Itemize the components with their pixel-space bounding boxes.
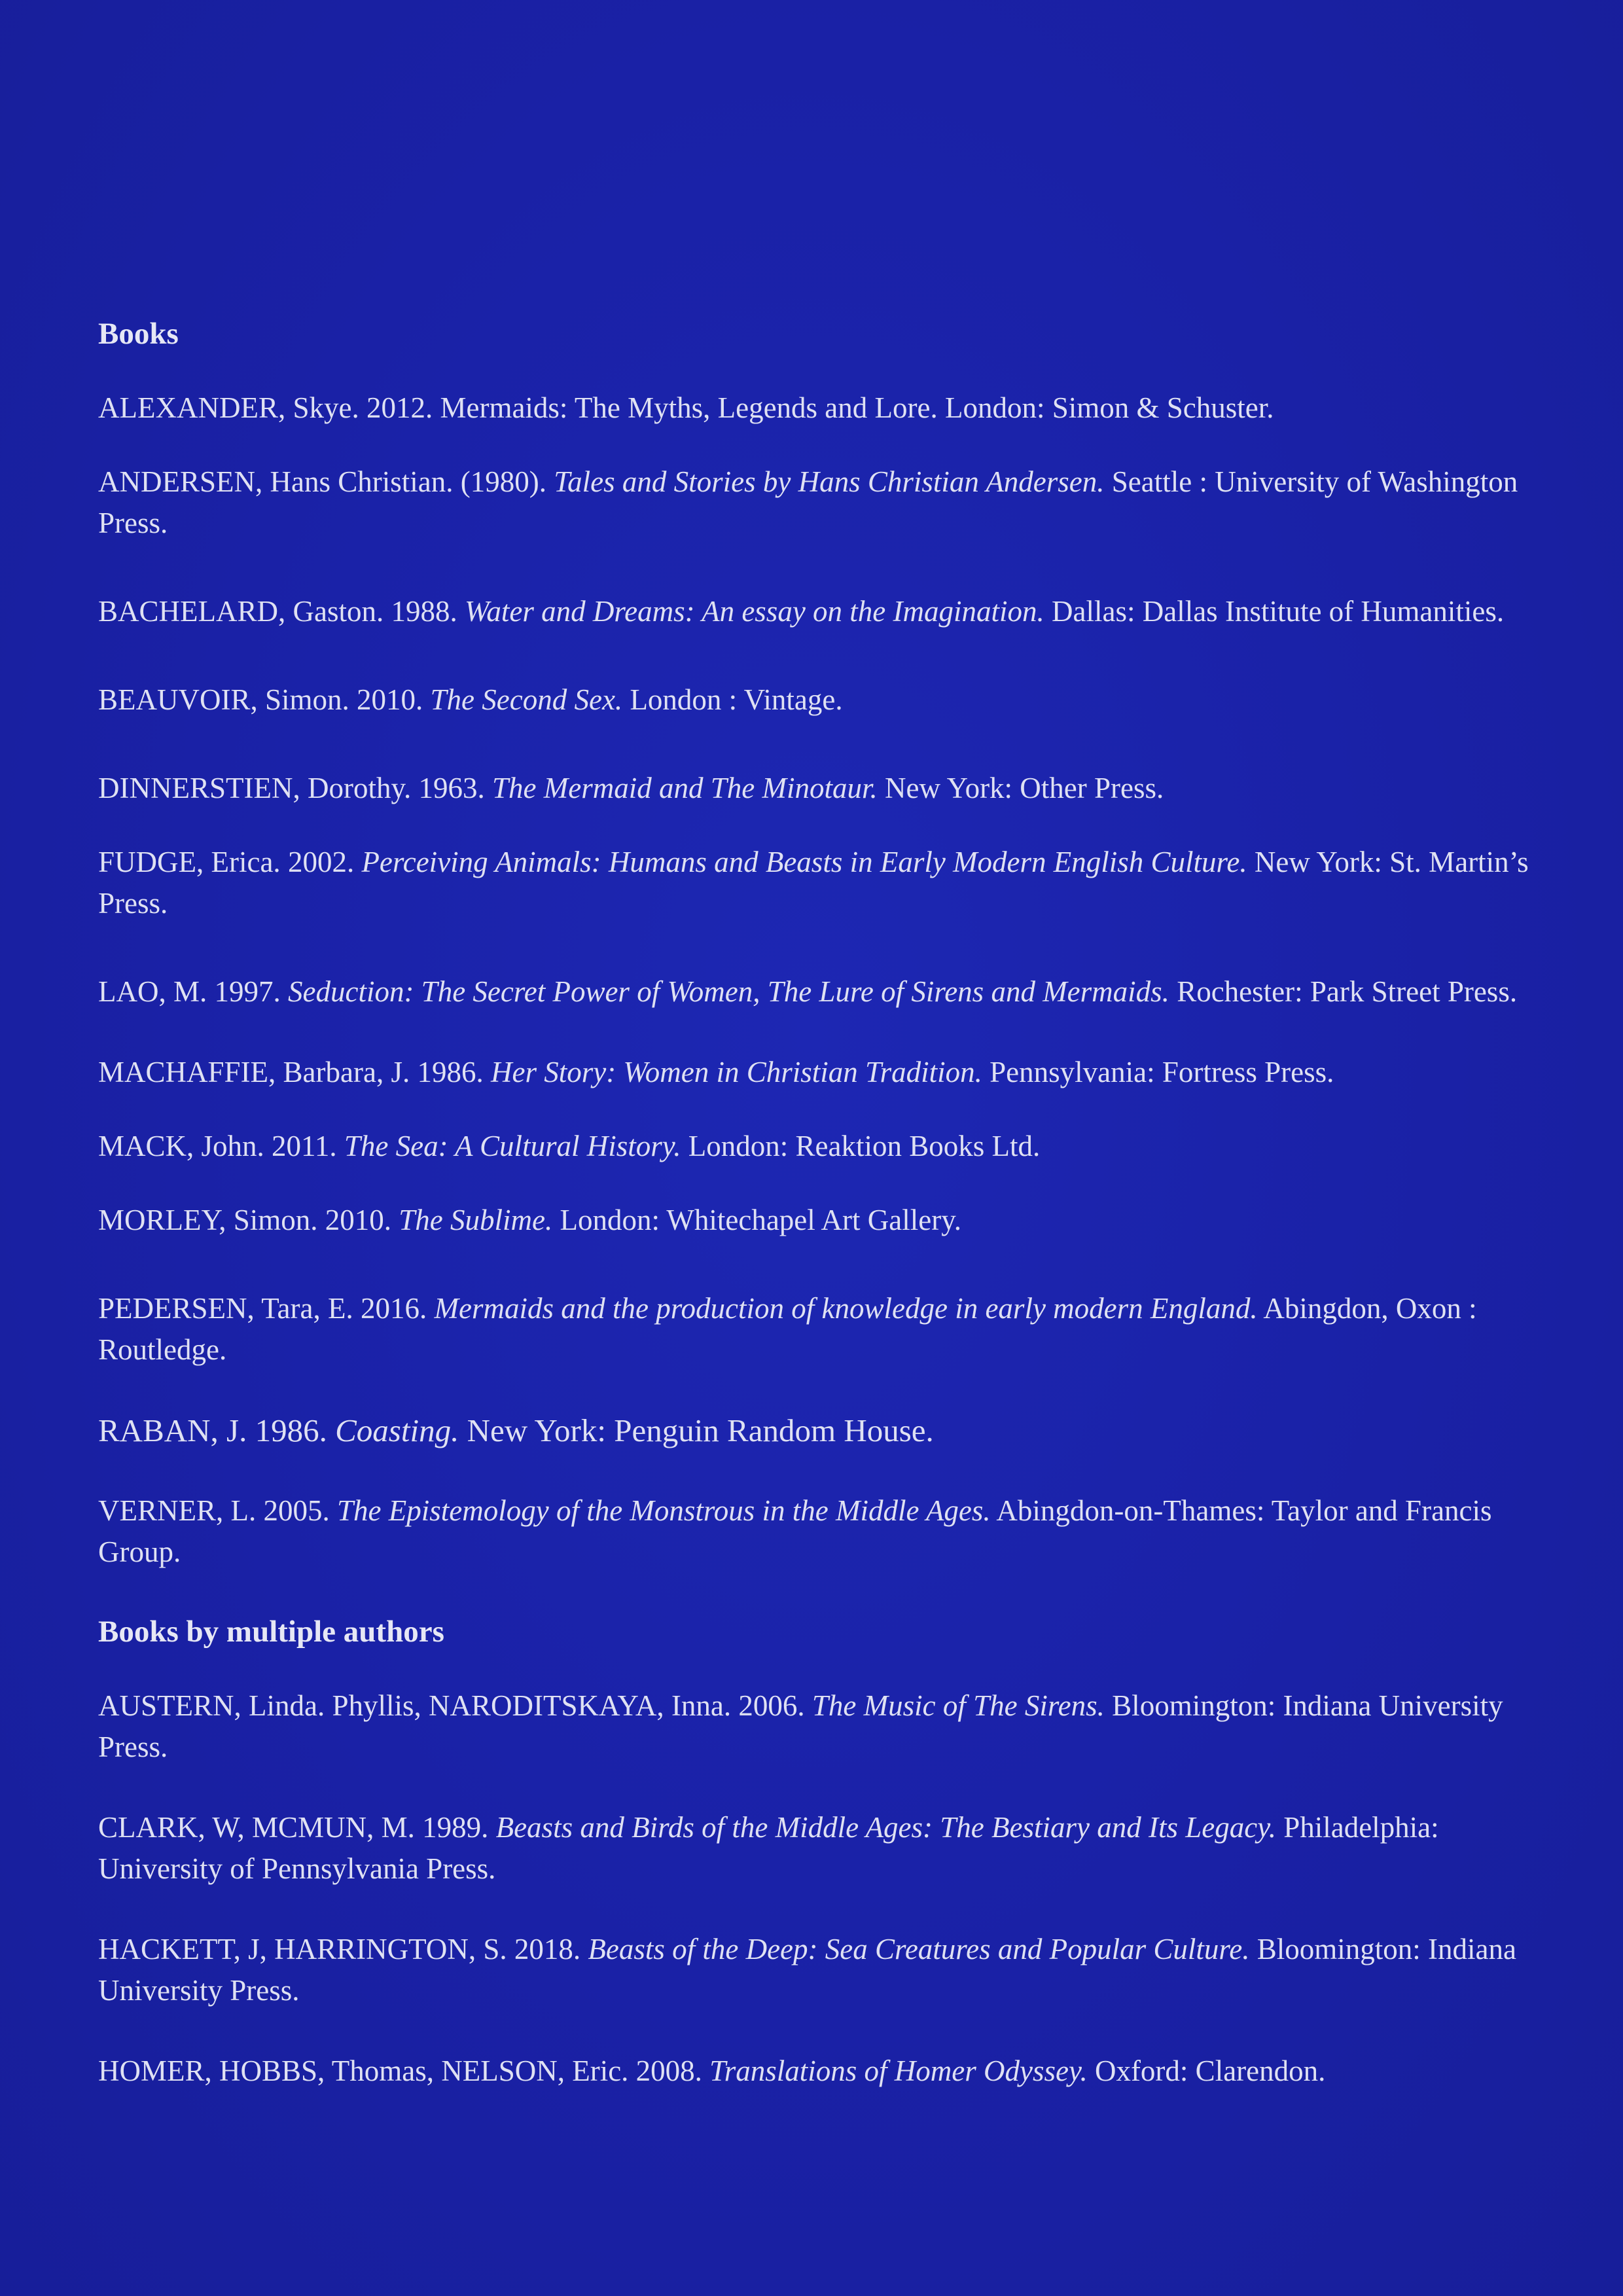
entry-title: The Mermaid and The Minotaur. — [492, 772, 878, 804]
entry-author: ALEXANDER, Skye. — [98, 391, 359, 424]
entry-publisher: Rochester: Park Street Press. — [1177, 975, 1518, 1008]
entry-author: LAO, M. — [98, 975, 207, 1008]
entry-title: The Music of The Sirens. — [812, 1689, 1105, 1722]
entry-year: 1986. — [417, 1056, 484, 1088]
entry-author: ANDERSEN, Hans Christian. — [98, 465, 454, 498]
bibliography-entry — [98, 679, 1531, 721]
entry-title-plain: Mermaids: The Myths, Legends and Lore. — [440, 391, 938, 424]
entry-author: VERNER, L. — [98, 1494, 257, 1527]
entry-year: 2008. — [635, 2054, 702, 2087]
bibliography-entry — [98, 2051, 1531, 2092]
entry-year: 2011. — [272, 1130, 337, 1162]
entry-title: Seduction: The Secret Power of Women, The Lure of Sirens and Mermaids. — [288, 975, 1169, 1008]
entry-title: Water and Dreams: An essay on the Imagination. — [465, 595, 1044, 628]
entry-publisher: New York: St. Martin’s Press. — [98, 846, 1529, 920]
bibliography-entry — [98, 1052, 1531, 1093]
bibliography-entry — [98, 1490, 1531, 1573]
entry-title: Coasting. — [335, 1412, 459, 1448]
entry-title: The Sublime. — [399, 1204, 553, 1236]
entry-author: DINNERSTIEN, Dorothy. — [98, 772, 412, 804]
entry-author: BACHELARD, Gaston. — [98, 595, 384, 628]
entry-publisher: Pennsylvania: Fortress Press. — [990, 1056, 1334, 1088]
entry-year: 2010. — [357, 683, 423, 716]
entry-year: 1989. — [422, 1811, 489, 1844]
bibliography-entry — [98, 1410, 1531, 1451]
entry-publisher: New York: Other Press. — [885, 772, 1164, 804]
entry-title: The Sea: A Cultural History. — [344, 1130, 681, 1162]
bibliography-entry — [98, 591, 1531, 632]
entry-author: FUDGE, Erica. — [98, 846, 281, 878]
entry-title: The Epistemology of the Monstrous in the Middle Ages. — [337, 1494, 991, 1527]
bibliography-entry — [98, 1126, 1531, 1167]
bibliography-page — [98, 314, 1531, 2131]
bibliography-entry — [98, 461, 1531, 544]
entry-publisher: Abingdon-on-Thames: Taylor and Francis Group. — [98, 1494, 1492, 1568]
entry-year: (1980). — [460, 465, 546, 498]
entry-year: 2010. — [325, 1204, 391, 1236]
entry-author: PEDERSEN, Tara, E. — [98, 1292, 353, 1325]
entry-title: Tales and Stories by Hans Christian Andersen. — [554, 465, 1105, 498]
entry-publisher: Seattle : University of Washington Press. — [98, 465, 1518, 539]
entry-year: 2016. — [360, 1292, 427, 1325]
entry-year: 2002. — [287, 846, 355, 878]
entry-publisher: Oxford: Clarendon. — [1094, 2054, 1326, 2087]
bibliography-entry — [98, 1929, 1531, 2011]
entry-year: 2012. — [366, 391, 433, 424]
entry-author: AUSTERN, Linda. Phyllis, NARODITSKAYA, Inna. — [98, 1689, 732, 1722]
entry-year: 1988. — [391, 595, 457, 628]
entry-author: HOMER, HOBBS, Thomas, NELSON, Eric. — [98, 2054, 629, 2087]
bibliography-entry — [98, 971, 1531, 1013]
entry-author: HACKETT, J, HARRINGTON, S. — [98, 1933, 507, 1965]
entry-author: MACK, John. — [98, 1130, 264, 1162]
entry-title: Perceiving Animals: Humans and Beasts in Early Modern English Culture. — [361, 846, 1247, 878]
entry-title: Mermaids and the production of knowledge in early modern England. — [434, 1292, 1258, 1325]
bibliography-entry — [98, 768, 1531, 809]
entry-title: Her Story: Women in Christian Tradition. — [490, 1056, 982, 1088]
entry-year: 2006. — [738, 1689, 805, 1722]
entry-publisher: London: Simon & Schuster. — [944, 391, 1274, 424]
bibliography-entry — [98, 842, 1531, 924]
bibliography-entry — [98, 1200, 1531, 1241]
entry-publisher: New York: Penguin Random House. — [467, 1412, 934, 1448]
entry-year: 2005. — [263, 1494, 330, 1527]
bibliography-entry — [98, 1685, 1531, 1768]
entry-title: Beasts of the Deep: Sea Creatures and Popular Culture. — [588, 1933, 1250, 1965]
entry-title: Translations of Homer Odyssey. — [709, 2054, 1088, 2087]
bibliography-entry — [98, 387, 1531, 429]
entry-publisher: Bloomington: Indiana University Press. — [98, 1933, 1516, 2007]
entry-publisher: Dallas: Dallas Institute of Humanities. — [1052, 595, 1505, 628]
entry-title: The Second Sex. — [430, 683, 623, 716]
entry-author: BEAUVOIR, Simon. — [98, 683, 349, 716]
entry-publisher: Bloomington: Indiana University Press. — [98, 1689, 1503, 1763]
entry-author: RABAN, J. — [98, 1412, 247, 1448]
section-heading-books: Books — [98, 317, 179, 351]
entry-publisher: Philadelphia: University of Pennsylvania Press. — [98, 1811, 1439, 1885]
entry-publisher: London: Whitechapel Art Gallery. — [560, 1204, 962, 1236]
bibliography-entry — [98, 1807, 1531, 1890]
entry-year: 2018. — [514, 1933, 581, 1965]
entry-publisher: Abingdon, Oxon : Routledge. — [98, 1292, 1477, 1366]
entry-year: 1963. — [418, 772, 485, 804]
entry-year: 1986. — [255, 1412, 327, 1448]
entry-author: CLARK, W, MCMUN, M. — [98, 1811, 415, 1844]
entry-year: 1997. — [214, 975, 281, 1008]
entry-author: MORLEY, Simon. — [98, 1204, 318, 1236]
entry-title: Beasts and Birds of the Middle Ages: The Bestiary and Its Legacy. — [495, 1811, 1276, 1844]
entry-publisher: London : Vintage. — [630, 683, 843, 716]
bibliography-entry — [98, 1288, 1531, 1371]
entry-publisher: London: Reaktion Books Ltd. — [688, 1130, 1041, 1162]
entry-author: MACHAFFIE, Barbara, J. — [98, 1056, 410, 1088]
section-heading-multiple-authors: Books by multiple authors — [98, 1615, 444, 1649]
